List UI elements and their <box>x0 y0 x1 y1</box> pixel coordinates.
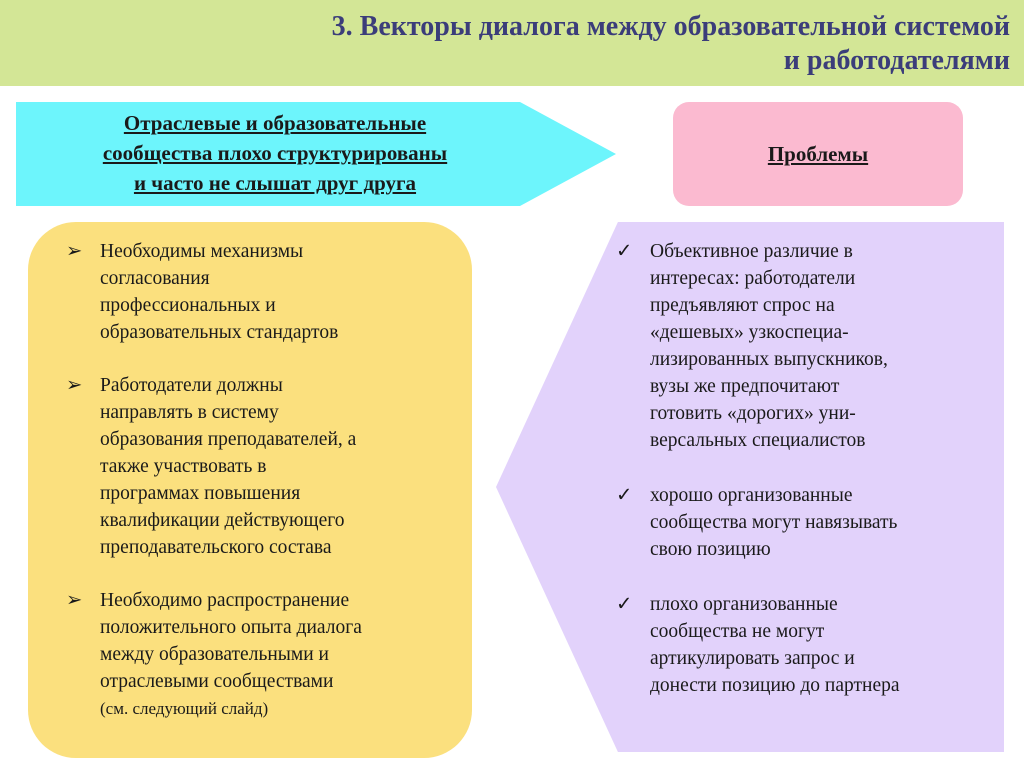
communities-arrow-text <box>20 108 530 198</box>
arrow-bullet-icon: ➢ <box>66 241 83 262</box>
list-item-line: образования преподавателей, а <box>100 429 357 450</box>
list-item <box>66 372 470 561</box>
list-item <box>66 238 470 346</box>
list-item-line: готовить «дорогих» уни- <box>650 403 856 424</box>
list-item-line: интересах: работодатели <box>650 268 856 289</box>
list-item-line: программах повышения <box>100 483 301 504</box>
list-item-line: Работодатели должны <box>100 375 283 396</box>
checkmark-icon: ✓ <box>616 241 633 262</box>
list-item-line: хорошо организованные <box>650 485 853 506</box>
list-item <box>616 482 1010 563</box>
list-item-line: Необходимы механизмы <box>100 241 304 262</box>
list-item-line: предъявляют спрос на <box>650 295 835 316</box>
arrow-text-line-1: Отраслевые и образовательные <box>123 111 427 135</box>
arrow-text-line-3: и часто не слышат друг друга <box>133 171 417 195</box>
problems-label: Проблемы <box>767 142 869 166</box>
list-item-line: сообщества могут навязывать <box>650 512 898 533</box>
list-item-line: Объективное различие в <box>650 241 853 262</box>
list-item-line: плохо организованные <box>650 594 838 615</box>
list-item <box>66 587 470 722</box>
list-item-line: согласования <box>100 268 210 289</box>
list-item-line: вузы же предпочитают <box>650 376 840 397</box>
slide-title-line-1: 3. Векторы диалога между образовательной системой <box>331 11 1010 42</box>
list-item-line: профессиональных и <box>100 295 276 316</box>
slide-title-line-2: и работодателями <box>783 45 1010 76</box>
arrow-bullet-icon: ➢ <box>66 375 83 396</box>
checkmark-icon: ✓ <box>616 594 633 615</box>
list-item-line: лизированных выпускников, <box>650 349 888 370</box>
arrow-text-line-2: сообщества плохо структурированы <box>102 141 448 165</box>
list-item <box>616 238 1010 454</box>
list-item-line: свою позицию <box>650 539 771 560</box>
list-item-line: версальных специалистов <box>650 430 866 451</box>
list-item-line: образовательных стандартов <box>100 322 339 343</box>
checkmark-icon: ✓ <box>616 485 633 506</box>
slide-title <box>30 10 1010 78</box>
list-item <box>616 591 1010 699</box>
list-item-line: между образовательными и <box>100 644 329 665</box>
list-item-line: положительного опыта диалога <box>100 617 362 638</box>
list-item-line: также участвовать в <box>100 456 267 477</box>
solutions-list <box>66 238 470 748</box>
list-item-line: направлять в систему <box>100 402 279 423</box>
problems-list <box>616 238 1010 727</box>
list-item-line: «дешевых» узкоспециа- <box>650 322 849 343</box>
list-item-note: (см. следующий слайд) <box>100 699 269 718</box>
list-item-line: донести позицию до партнера <box>650 675 900 696</box>
list-item-line: преподавательского состава <box>100 537 332 558</box>
list-item-line: артикулировать запрос и <box>650 648 855 669</box>
arrow-bullet-icon: ➢ <box>66 590 83 611</box>
list-item-line: квалификации действующего <box>100 510 345 531</box>
list-item-line: сообщества не могут <box>650 621 825 642</box>
list-item-line: отраслевыми сообществами <box>100 671 334 692</box>
list-item-line: Необходимо распространение <box>100 590 350 611</box>
